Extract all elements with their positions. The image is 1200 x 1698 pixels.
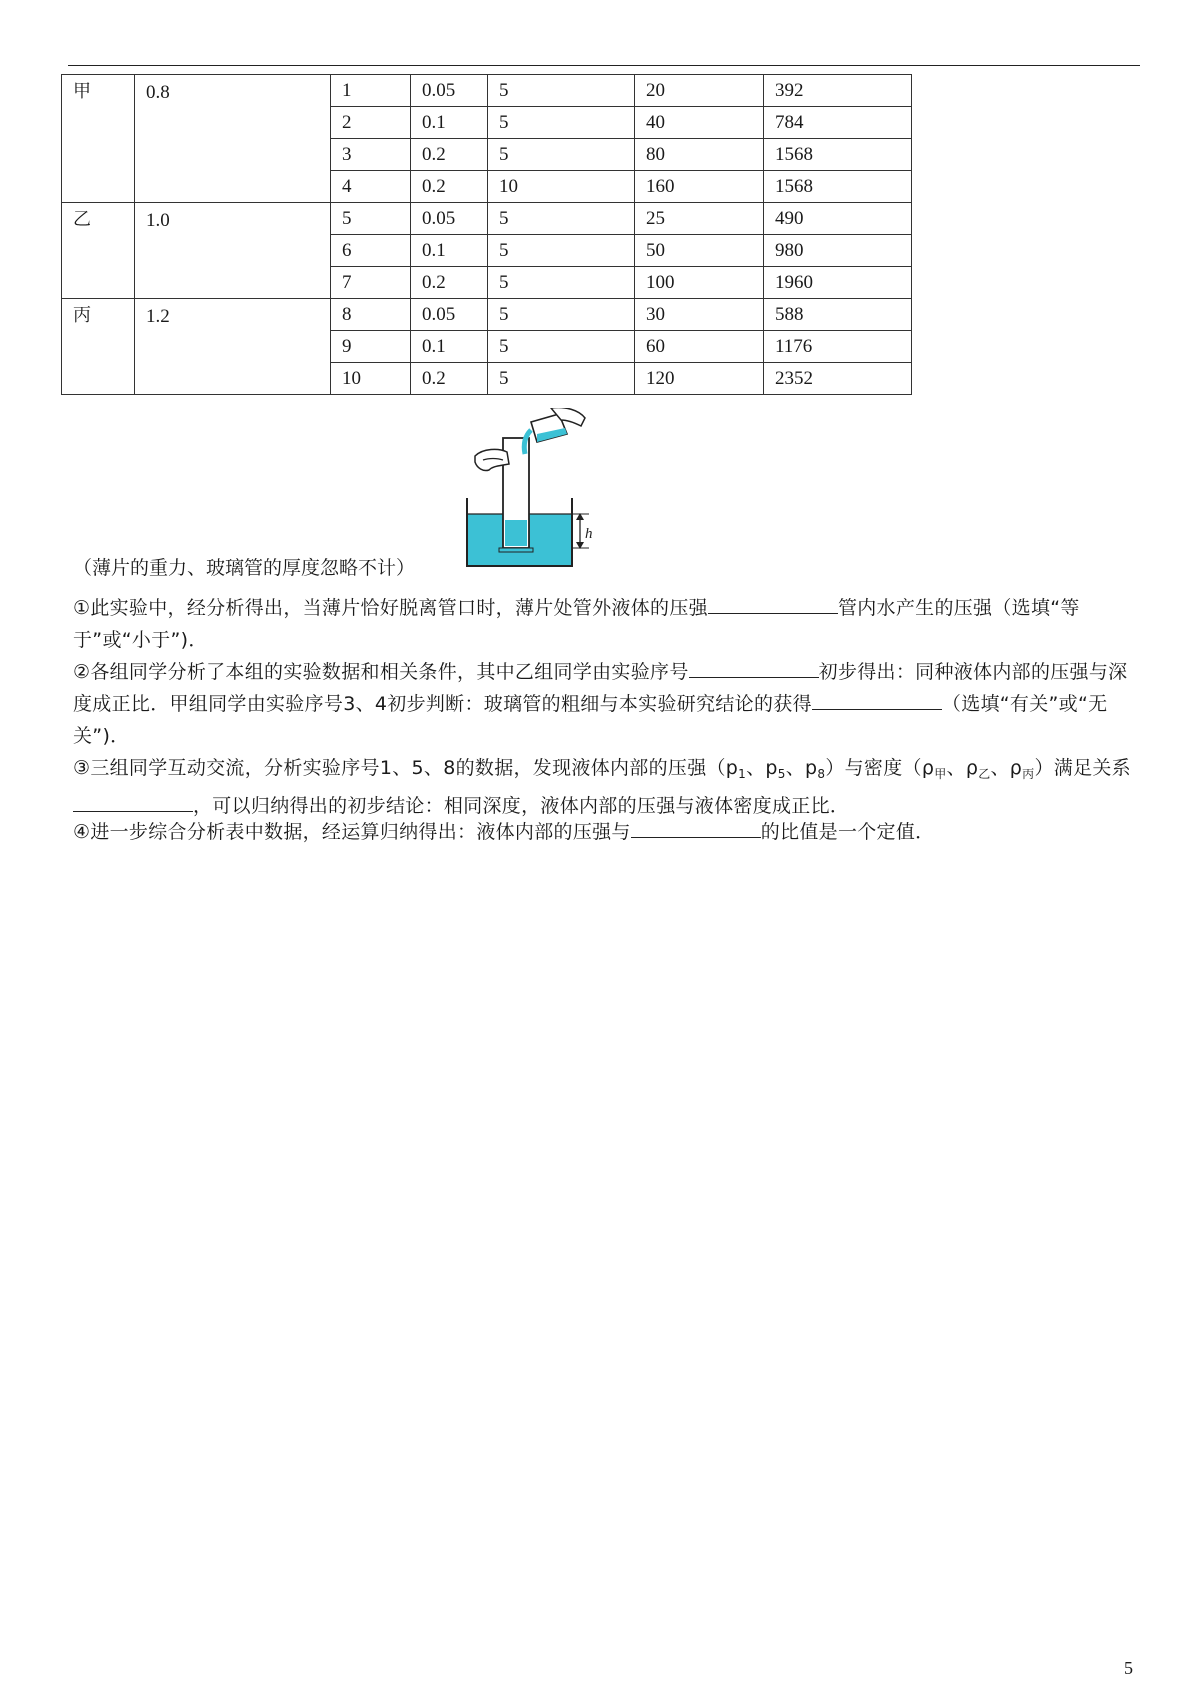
answer-blank-1[interactable] [708, 593, 838, 614]
table-cell: 100 [635, 267, 764, 299]
table-cell: 25 [635, 203, 764, 235]
group-name-cell: 甲 [62, 75, 135, 203]
beaker-tube-illustration [455, 408, 595, 580]
table-cell: 120 [635, 363, 764, 395]
table-cell: 4 [331, 171, 411, 203]
table-cell: 0.2 [411, 171, 488, 203]
table-cell: 1176 [764, 331, 912, 363]
table-cell: 588 [764, 299, 912, 331]
table-cell: 0.2 [411, 139, 488, 171]
table-cell: 80 [635, 139, 764, 171]
header-rule [68, 65, 1140, 66]
table-cell: 1568 [764, 171, 912, 203]
table-cell: 5 [331, 203, 411, 235]
table-cell: 50 [635, 235, 764, 267]
table-row [62, 203, 912, 235]
density-cell: 0.8 [135, 75, 331, 203]
experiment-figure [455, 408, 595, 584]
table-cell: 5 [488, 299, 635, 331]
table-cell: 5 [488, 331, 635, 363]
table-cell: 1568 [764, 139, 912, 171]
table-cell: 490 [764, 203, 912, 235]
table-cell: 5 [488, 235, 635, 267]
table-cell: 1 [331, 75, 411, 107]
group-name-cell: 丙 [62, 299, 135, 395]
table-cell: 8 [331, 299, 411, 331]
table-cell: 3 [331, 139, 411, 171]
table-cell: 9 [331, 331, 411, 363]
table-cell: 6 [331, 235, 411, 267]
table-cell: 20 [635, 75, 764, 107]
density-cell: 1.0 [135, 203, 331, 299]
density-cell: 1.2 [135, 299, 331, 395]
group-name-cell: 乙 [62, 203, 135, 299]
table-cell: 10 [331, 363, 411, 395]
table-cell: 2352 [764, 363, 912, 395]
table-cell: 0.2 [411, 363, 488, 395]
experiment-data-table [61, 74, 912, 395]
table-cell: 5 [488, 107, 635, 139]
thin-plate [499, 548, 533, 552]
table-cell: 0.05 [411, 203, 488, 235]
table-cell: 5 [488, 75, 635, 107]
answer-blank-5[interactable] [631, 817, 761, 838]
table-cell: 5 [488, 267, 635, 299]
table-cell: 1960 [764, 267, 912, 299]
table-cell: 5 [488, 363, 635, 395]
table-cell: 0.1 [411, 107, 488, 139]
table-cell: 5 [488, 203, 635, 235]
table-cell: 40 [635, 107, 764, 139]
table-cell: 2 [331, 107, 411, 139]
question-2: ②各组同学分析了本组的实验数据和相关条件，其中乙组同学由实验序号 初步得出：同种液体内部的压强与深度成正比．甲组同学由实验序号3、4初步判断：玻璃管的粗细与本实验研究结论的获得 （选填“有关”或“无关”)． [73, 656, 1145, 752]
table-row [62, 299, 912, 331]
height-label: h [585, 526, 593, 542]
table-cell: 0.2 [411, 267, 488, 299]
question-4: ④进一步综合分析表中数据，经运算归纳得出：液体内部的压强与 的比值是一个定值． [73, 816, 1145, 848]
page-number: 5 [1124, 1658, 1133, 1678]
table-cell: 160 [635, 171, 764, 203]
answer-blank-3[interactable] [812, 689, 942, 710]
table-cell: 0.05 [411, 299, 488, 331]
table-cell: 60 [635, 331, 764, 363]
table-cell: 392 [764, 75, 912, 107]
table-cell: 0.1 [411, 331, 488, 363]
figure-note: （薄片的重力、玻璃管的厚度忽略不计） [73, 557, 416, 579]
table-cell: 0.1 [411, 235, 488, 267]
question-1: ①此实验中，经分析得出，当薄片恰好脱离管口时，薄片处管外液体的压强 管内水产生的压强（选填“等于”或“小于”)． [73, 592, 1145, 656]
table-cell: 7 [331, 267, 411, 299]
table-cell: 30 [635, 299, 764, 331]
table-cell: 5 [488, 139, 635, 171]
answer-blank-2[interactable] [689, 657, 819, 678]
question-3: ③三组同学互动交流，分析实验序号1、5、8的数据，发现液体内部的压强（$p_1$、$p_5$、$p_8$）与密度（$\rho_甲$、$\rho_乙$、$\rho_丙$）满足关系，可以归纳得出的初步结论：相同深度，液体内部的压强与液体密度成正比． [73, 757, 1131, 817]
table-cell: 0.05 [411, 75, 488, 107]
table-cell: 10 [488, 171, 635, 203]
table-cell: 784 [764, 107, 912, 139]
table-row [62, 75, 912, 107]
answer-blank-4[interactable] [73, 791, 193, 812]
table-cell: 980 [764, 235, 912, 267]
